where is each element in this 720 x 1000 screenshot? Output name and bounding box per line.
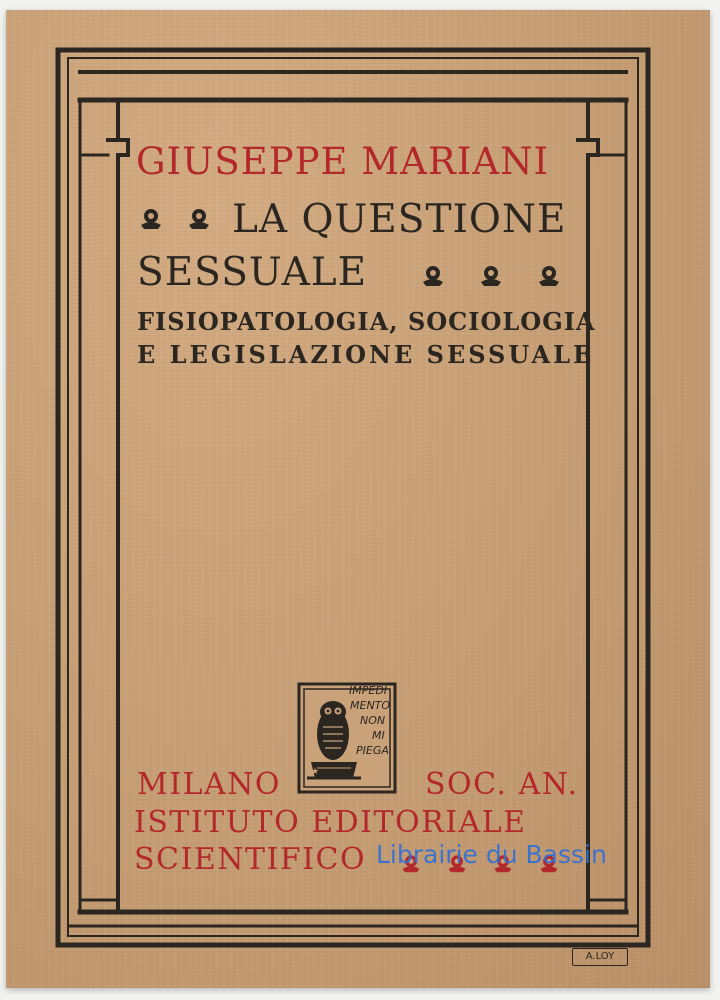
artist-signature: A.LOY bbox=[572, 948, 628, 966]
book-title-line-1: LA QUESTIONE bbox=[232, 197, 567, 242]
emblem-motto-5: PIEGA bbox=[356, 744, 389, 757]
publisher-type: SOC. AN. bbox=[425, 767, 579, 802]
emblem-motto-2: MENTO bbox=[350, 699, 391, 712]
book-title-line-2: SESSUALE bbox=[137, 250, 368, 295]
svg-text:★: ★ bbox=[311, 767, 320, 777]
publisher-city: MILANO bbox=[137, 767, 281, 802]
rosette-icon bbox=[536, 262, 562, 288]
rosette-icon bbox=[420, 262, 446, 288]
emblem-motto-3: NON bbox=[360, 714, 386, 727]
rosette-icon bbox=[138, 205, 164, 231]
emblem-motto-1: IMPEDI bbox=[349, 684, 388, 697]
publisher-name-line-1: ISTITUTO EDITORIALE bbox=[134, 805, 527, 840]
subtitle-line-1: FISIOPATOLOGIA, SOCIOLOGIA bbox=[137, 307, 596, 336]
author-name: GIUSEPPE MARIANI bbox=[136, 140, 550, 183]
rosette-icon bbox=[186, 205, 212, 231]
publisher-name-line-2: SCIENTIFICO bbox=[134, 842, 367, 877]
subtitle-line-2: E LEGISLAZIONE SESSUALE bbox=[137, 340, 595, 369]
emblem-motto-4: MI bbox=[372, 729, 385, 742]
seller-watermark: Librairie du Bassin bbox=[376, 840, 607, 869]
rosette-icon bbox=[478, 262, 504, 288]
